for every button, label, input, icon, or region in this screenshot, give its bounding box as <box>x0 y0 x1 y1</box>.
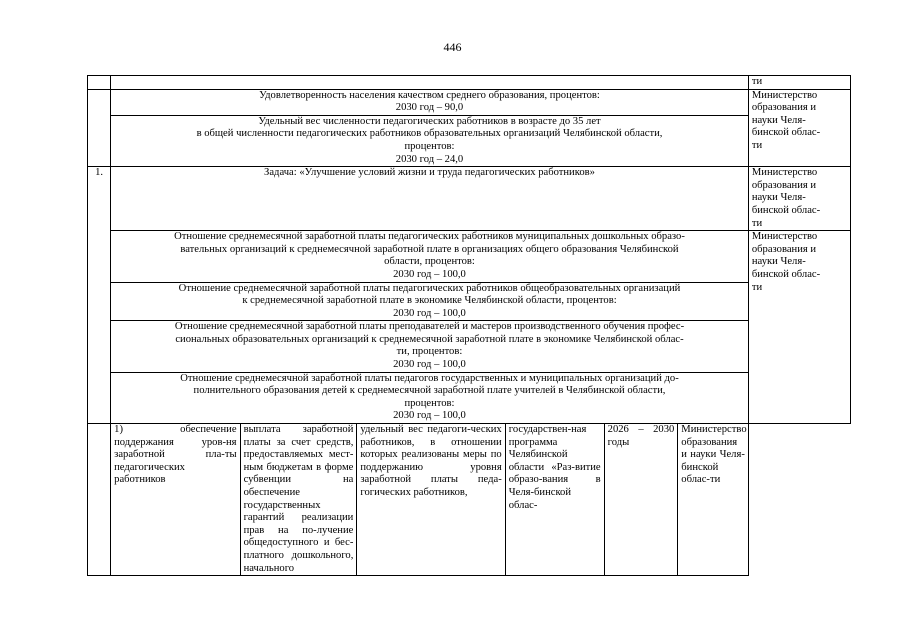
measure-period: 2026 – 2030 годы <box>604 424 678 576</box>
measure-ministry: Министерство образования и науки Челя-бинской облас-ти <box>678 424 749 576</box>
table-row <box>88 89 851 115</box>
table-row <box>88 424 851 576</box>
task-title: Задача: «Улучшение условий жизни и труда педагогических работников» <box>111 167 749 231</box>
empty-cell <box>111 76 749 90</box>
table-row <box>88 372 851 423</box>
number-cell <box>88 76 111 90</box>
measure-mechanism: выплата заработной платы за счет средств, предоставляемых мест-ным бюджетам в форме субвенции на обеспечение государственных гарантий реализации прав на по-лучение общедоступного и бес-платного дошкольного, начального <box>240 424 357 576</box>
document-table <box>87 75 851 576</box>
table-row <box>88 76 851 90</box>
ministry-cell: Министерство образования и науки Челя- бинской облас- ти <box>748 167 850 231</box>
task-indicator: Отношение среднемесячной заработной платы педагогических работников общеобразовательных организаций к среднемесячной заработной плате в экономике Челябинской области, процентов: 2030 год – 100,0 <box>111 282 749 321</box>
task-indicator: Отношение среднемесячной заработной платы педагогов государственных и муниципальных организаций до- полнительного образования детей к среднемесячной заработной плате учителей в Челябинской области, процентов: 2030 год – 100,0 <box>111 372 749 423</box>
ministry-cell: Министерство образования и науки Челя- бинской облас- ти <box>748 231 850 424</box>
measure-result: удельный вес педагоги-ческих работников, в отношении которых реализованы меры по поддержанию уровня заработной платы педа-гогических работников, <box>357 424 505 576</box>
table-row <box>88 115 851 166</box>
goal-indicator: Удельный вес численности педагогических работников в возрасте до 35 лет в общей численности педагогических работников образовательных организаций Челябинской области, процентов: 2030 год – 24,0 <box>111 115 749 166</box>
task-number: 1. <box>88 167 111 424</box>
table-row <box>88 321 851 372</box>
goal-indicator: Удовлетворенность населения качеством среднего образования, процентов: 2030 год – 90,0 <box>111 89 749 115</box>
task-indicator: Отношение среднемесячной заработной платы преподавателей и мастеров производственного обучения профес- сиональных образовательных организаций к среднемесячной заработной плате в экономике Челябинской облас- ти, процентов: 2030 год – 100,0 <box>111 321 749 372</box>
table-row <box>88 231 851 282</box>
task-indicator: Отношение среднемесячной заработной платы педагогических работников муниципальных дошкольных образо- вательных организаций к среднемесячной заработной плате в организациях общего образования Челябинской области, процентов: 2030 год – 100,0 <box>111 231 749 282</box>
measure-program: государствен-ная программа Челябинской области «Раз-витие образо-вания в Челя-бинской облас- <box>505 424 604 576</box>
table-row <box>88 282 851 321</box>
number-cell <box>88 424 111 576</box>
table-row <box>88 167 851 231</box>
number-cell <box>88 89 111 167</box>
ministry-cell: ти <box>748 76 850 90</box>
ministry-cell: Министерство образования и науки Челя- бинской облас- ти <box>748 89 850 167</box>
measure-name: 1) обеспечение поддержания уров-ня заработной пла-ты педагогических работников <box>111 424 240 576</box>
page-number: 446 <box>443 40 462 54</box>
